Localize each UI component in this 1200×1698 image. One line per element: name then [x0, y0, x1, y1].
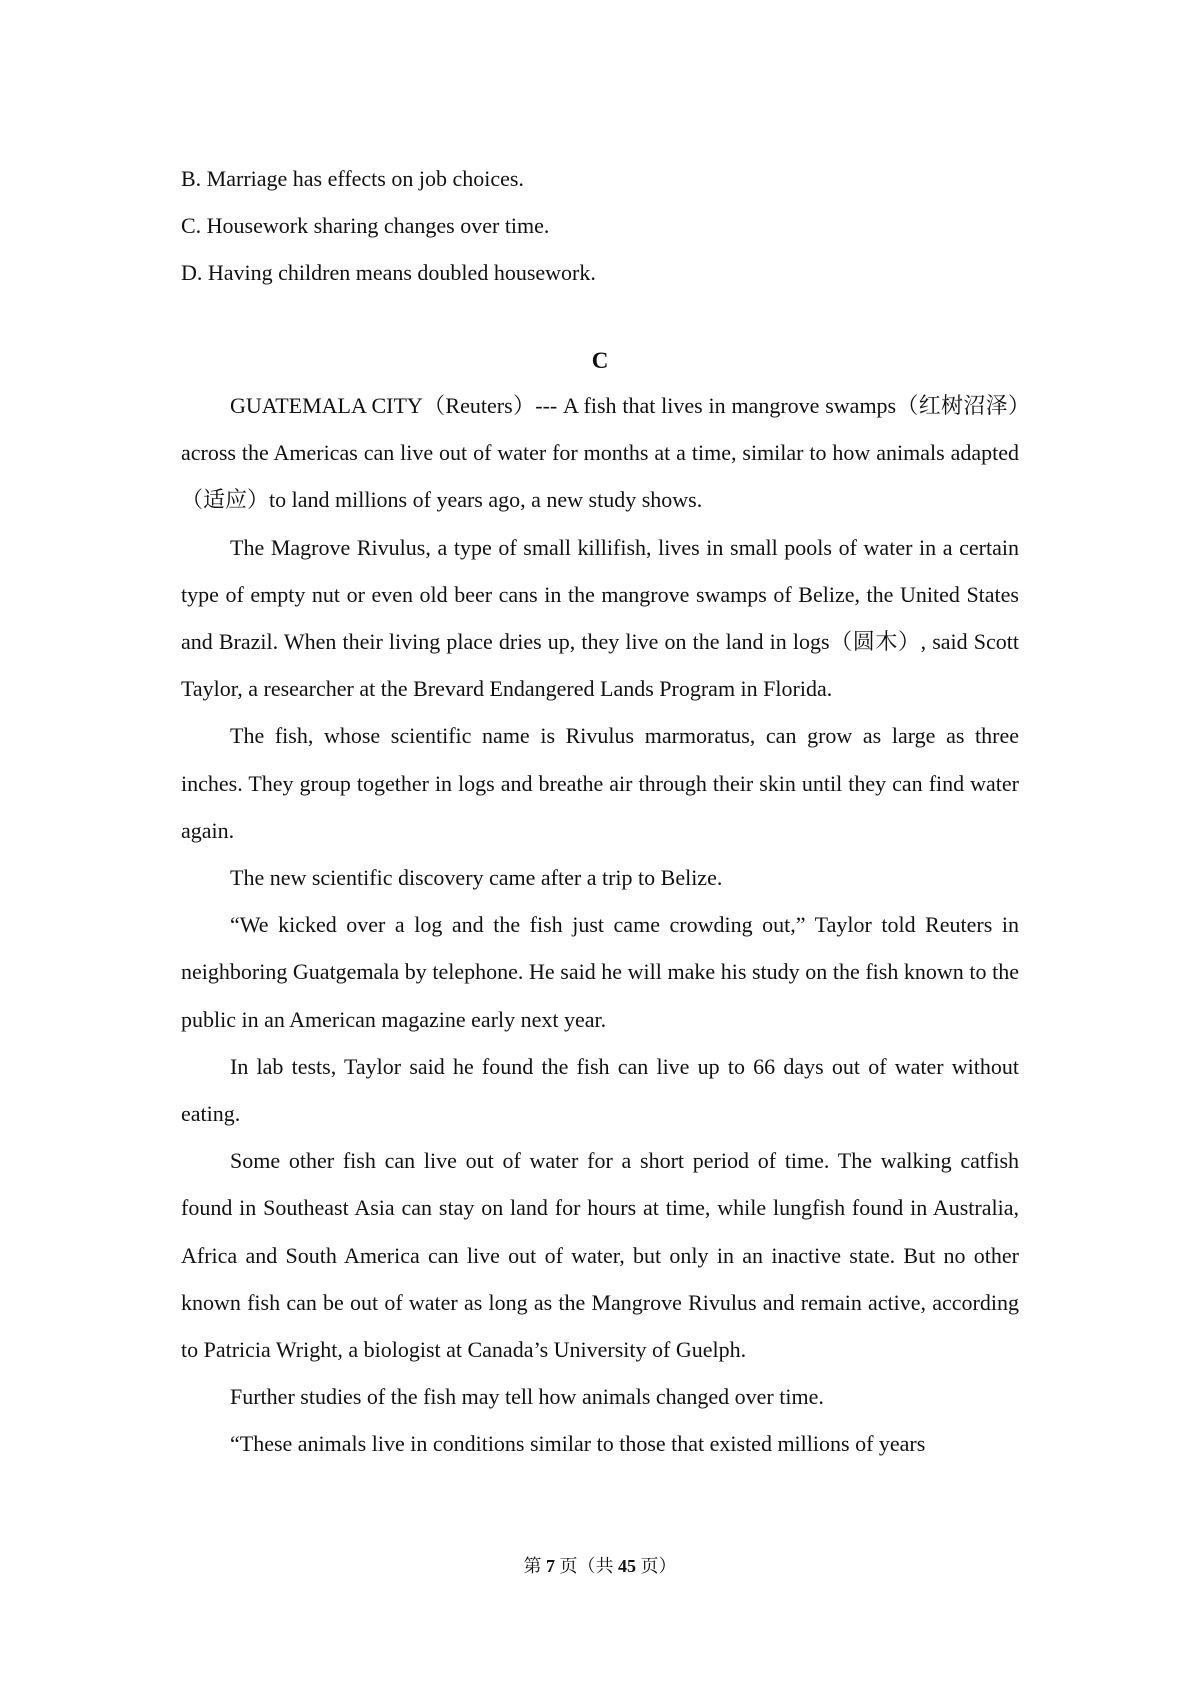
paragraph-6: In lab tests, Taylor said he found the fish can live up to 66 days out of water without eating. — [181, 1053, 1019, 1127]
paragraph-4: The new scientific discovery came after a trip to Belize. — [230, 865, 723, 891]
option-c: C. Housework sharing changes over time. — [181, 213, 550, 238]
paragraph-3: The fish, whose scientific name is Rivulus marmoratus, can grow as large as three inches. They group together in logs and breathe air through their skin until they can find water again. — [181, 723, 1019, 843]
footer-total-pages: 45 — [618, 1556, 636, 1576]
paragraph-7: Some other fish can live out of water for a short period of time. The walking catfish found in Southeast Asia can stay on land for hours at time, while lungfish found in Australia, Africa and South America can live out of water, but only in an inactive state. But no other known fish can be out of water as long as the Mangrove Rivulus and remain active, according to Patricia Wright, a biologist at Canada’s University of Guelph. — [181, 1148, 1019, 1363]
paragraph-5: “We kicked over a log and the fish just came crowding out,” Taylor told Reuters in neighboring Guatgemala by telephone. He said he will make his study on the fish known to the public in an American magazine early next year. — [181, 912, 1019, 1032]
footer-suffix: 页） — [636, 1556, 677, 1576]
paragraph-9: “These animals live in conditions similar to those that existed millions of years — [230, 1431, 926, 1457]
footer-prefix: 第 — [523, 1556, 546, 1576]
option-b: B. Marriage has effects on job choices. — [181, 166, 524, 191]
answer-options — [181, 155, 1021, 296]
section-heading: C — [591, 348, 609, 373]
article-body — [181, 382, 1019, 1468]
paragraph-8: Further studies of the fish may tell how animals changed over time. — [230, 1384, 824, 1410]
paragraph-1: GUATEMALA CITY（Reuters）--- A fish that lives in mangrove swamps（红树沼泽）across the Americas can live out of water for months at a time, similar to how animals adapted（适应）to land millions of years ago, a new study shows. — [181, 393, 1019, 513]
footer-page-number: 7 — [546, 1556, 555, 1576]
footer-middle: 页（共 — [555, 1556, 618, 1576]
option-d: D. Having children means doubled housework. — [181, 260, 596, 285]
page-footer — [0, 1553, 1200, 1579]
paragraph-2: The Magrove Rivulus, a type of small killifish, lives in small pools of water in a certain type of empty nut or even old beer cans in the mangrove swamps of Belize, the United States and Brazil. When their living place dries up, they live on the land in logs（圆木）, said Scott Taylor, a researcher at the Brevard Endangered Lands Program in Florida. — [181, 534, 1019, 702]
